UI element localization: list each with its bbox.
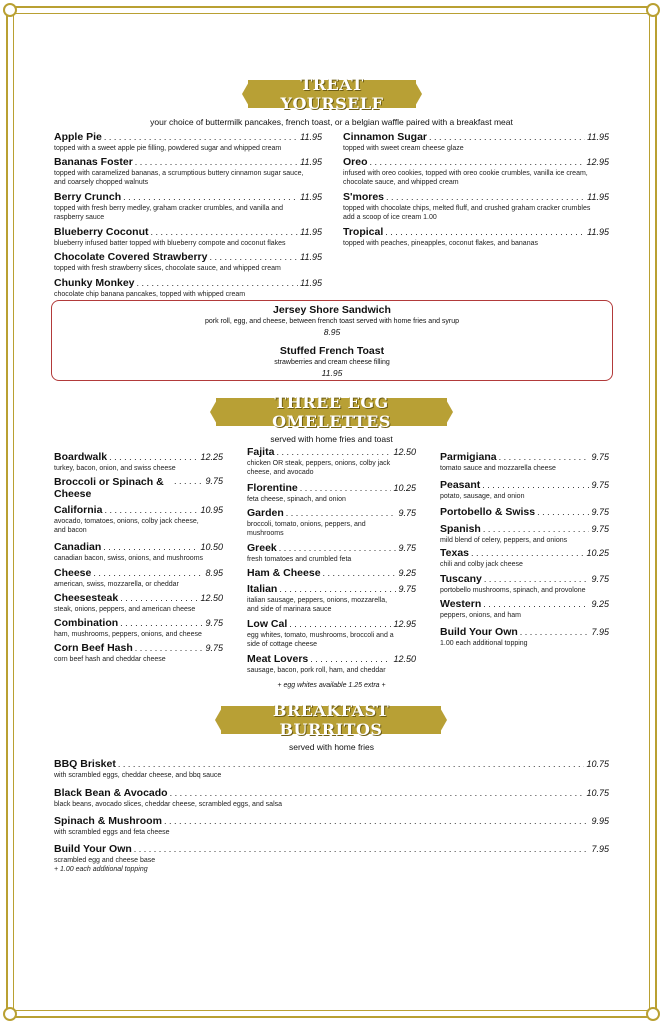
item-price: 8.95 xyxy=(205,568,223,578)
item-price: 9.75 xyxy=(591,574,609,584)
item-description: 1.00 each additional topping xyxy=(440,640,528,647)
item-name: Ham & Cheese xyxy=(247,567,321,579)
item-name: Italian xyxy=(247,583,278,595)
item-name: Broccoli or Spinach & Cheese xyxy=(54,476,164,500)
item-description: with scrambled eggs and feta cheese xyxy=(54,829,170,836)
item-description: topped with fresh berry medley, graham cracker crumbles, and vanilla and raspberry sauce xyxy=(54,205,284,221)
item-price: 11.95 xyxy=(300,227,322,237)
item-name: Florentine xyxy=(247,482,298,494)
item-price: 12.25 xyxy=(200,452,223,462)
item-name: Peasant xyxy=(440,479,481,491)
item-price: 11.95 xyxy=(300,278,322,288)
item-name: Texas xyxy=(440,547,469,559)
omelettes-banner: THREE EGG OMELETTES xyxy=(216,398,447,426)
item-name: Combination xyxy=(54,617,119,629)
menu-item xyxy=(440,547,609,569)
item-price: 11.95 xyxy=(300,252,322,262)
burritos-subtitle: served with home fries xyxy=(288,742,375,752)
item-price: 9.75 xyxy=(205,643,223,653)
item-price: 10.75 xyxy=(586,759,609,769)
item-name: Corn Beef Hash xyxy=(54,642,133,654)
item-description: infused with oreo cookies, topped with oreo cookie crumbles, vanilla ice cream, chocolate sauce, and whipped cream xyxy=(343,170,588,186)
item-name: Chunky Monkey xyxy=(54,277,135,289)
item-description: feta cheese, spinach, and onion xyxy=(247,496,346,503)
item-name: Garden xyxy=(247,507,284,519)
menu-item xyxy=(247,482,416,504)
item-price: 7.95 xyxy=(591,844,609,854)
item-name: Western xyxy=(440,598,482,610)
menu-item xyxy=(54,451,223,473)
item-name: Black Bean & Avocado xyxy=(54,787,168,799)
menu-item xyxy=(247,653,416,675)
menu-item xyxy=(54,251,322,273)
menu-item xyxy=(440,451,609,473)
egg-whites-note: + egg whites available 1.25 extra + xyxy=(277,682,386,689)
item-description: topped with a sweet apple pie filling, powdered sugar and whipped cream xyxy=(54,145,282,152)
menu-item xyxy=(247,507,416,538)
item-description: peppers, onions, and ham xyxy=(440,612,521,619)
item-description: american, swiss, mozzarella, or cheddar xyxy=(54,581,179,588)
corner-ornament xyxy=(3,1007,17,1021)
menu-item xyxy=(54,567,223,589)
item-name: Cheese xyxy=(54,567,92,579)
item-price: 9.95 xyxy=(591,816,609,826)
item-name: S'mores xyxy=(343,191,385,203)
item-name: Spanish xyxy=(440,523,481,535)
menu-item xyxy=(54,592,223,614)
item-name: Bananas Foster xyxy=(54,156,133,168)
item-price: 11.95 xyxy=(587,132,609,142)
item-name: Portobello & Swiss xyxy=(440,506,536,518)
special-item xyxy=(51,345,613,378)
menu-item xyxy=(54,226,322,248)
item-description: potato, sausage, and onion xyxy=(440,493,525,500)
burritos-banner: BREAKFAST BURRITOS xyxy=(221,706,441,734)
treat-subtitle: your choice of buttermilk pancakes, french toast, or a belgian waffle paired with a breakfast meat xyxy=(150,117,513,127)
special-price: 11.95 xyxy=(321,368,343,378)
item-description: egg whites, tomato, mushrooms, broccoli and a side of cottage cheese xyxy=(247,632,394,648)
item-name: BBQ Brisket xyxy=(54,758,116,770)
menu-item xyxy=(343,156,609,187)
corner-ornament xyxy=(646,3,660,17)
menu-item xyxy=(54,541,223,563)
item-price: 9.75 xyxy=(398,584,416,594)
item-description: topped with peaches, pineapples, coconut flakes, and bananas xyxy=(343,240,538,247)
item-name: Fajita xyxy=(247,446,275,458)
item-price: 7.95 xyxy=(591,627,609,637)
item-price: 12.95 xyxy=(393,619,416,629)
corner-ornament xyxy=(3,3,17,17)
menu-item xyxy=(54,758,609,780)
item-name: Berry Crunch xyxy=(54,191,122,203)
menu-item xyxy=(54,617,223,639)
item-description: with scrambled eggs, cheddar cheese, and bbq sauce xyxy=(54,772,222,779)
menu-item xyxy=(54,131,322,153)
menu-item xyxy=(54,787,609,809)
item-name: Oreo xyxy=(343,156,368,168)
item-price: 10.25 xyxy=(586,548,609,558)
item-name: Boardwalk xyxy=(54,451,108,463)
item-description: sausage, bacon, pork roll, ham, and cheddar xyxy=(247,667,386,674)
item-description: mild blend of celery, peppers, and onions xyxy=(440,537,568,544)
item-name: Meat Lovers xyxy=(247,653,309,665)
item-description: tomato sauce and mozzarella cheese xyxy=(440,465,556,472)
menu-item xyxy=(54,642,223,664)
item-description: topped with caramelized bananas, a scrumptious buttery cinnamon sugar sauce, and coarsely chopped walnuts xyxy=(54,170,304,186)
menu-item xyxy=(54,815,609,837)
menu-item xyxy=(247,446,416,477)
item-name: Cinnamon Sugar xyxy=(343,131,428,143)
item-price: 9.75 xyxy=(398,543,416,553)
special-name: Stuffed French Toast xyxy=(279,345,385,357)
item-price: 12.50 xyxy=(200,593,223,603)
item-description: canadian bacon, swiss, onions, and mushrooms xyxy=(54,555,204,562)
item-price: 9.25 xyxy=(591,599,609,609)
item-name: Apple Pie xyxy=(54,131,102,143)
item-name: Tuscany xyxy=(440,573,482,585)
menu-item xyxy=(54,156,322,187)
menu-item xyxy=(440,523,609,545)
item-description: chicken OR steak, peppers, onions, colby jack cheese, and avocado xyxy=(247,460,391,476)
menu-item xyxy=(247,583,416,614)
menu-item xyxy=(54,504,223,535)
corner-ornament xyxy=(646,1007,660,1021)
menu-item xyxy=(54,191,322,222)
special-description: pork roll, egg, and cheese, between french toast served with home fries and syrup xyxy=(204,318,460,325)
menu-item xyxy=(440,573,609,595)
item-description: broccoli, tomato, onions, peppers, and mushrooms xyxy=(247,521,366,537)
item-price: 9.25 xyxy=(398,568,416,578)
item-description: avocado, tomatoes, onions, colby jack cheese, and bacon xyxy=(54,518,199,534)
item-price: 9.75 xyxy=(398,508,416,518)
item-description: chili and colby jack cheese xyxy=(440,561,523,568)
item-name: Build Your Own xyxy=(440,626,518,638)
item-name: California xyxy=(54,504,103,516)
item-price: 12.50 xyxy=(393,654,416,664)
menu-item xyxy=(440,598,609,620)
item-price: 11.95 xyxy=(587,227,609,237)
item-price: 9.75 xyxy=(591,507,609,517)
menu-item xyxy=(440,479,609,501)
item-description: fresh tomatoes and crumbled feta xyxy=(247,556,352,563)
item-name: Tropical xyxy=(343,226,384,238)
item-description: steak, onions, peppers, and american cheese xyxy=(54,606,196,613)
item-price: 12.95 xyxy=(586,157,609,167)
special-price: 8.95 xyxy=(323,327,341,337)
item-name: Chocolate Covered Strawberry xyxy=(54,251,208,263)
menu-item xyxy=(440,506,609,518)
item-price: 10.50 xyxy=(200,542,223,552)
treat-yourself-banner: TREAT YOURSELF xyxy=(248,80,416,108)
item-description: portobello mushrooms, spinach, and provolone xyxy=(440,587,586,594)
item-name: Low Cal xyxy=(247,618,288,630)
special-item xyxy=(51,304,613,337)
menu-item xyxy=(54,277,322,299)
item-price: 9.75 xyxy=(205,618,223,628)
item-price: 11.95 xyxy=(300,192,322,202)
item-price: 10.25 xyxy=(393,483,416,493)
item-description: black beans, avocado slices, cheddar cheese, scrambled eggs, and salsa xyxy=(54,801,283,808)
item-description: topped with fresh strawberry slices, chocolate sauce, and whipped cream xyxy=(54,265,281,272)
item-name: Build Your Own xyxy=(54,843,132,855)
item-description: blueberry infused batter topped with blueberry compote and coconut flakes xyxy=(54,240,286,247)
menu-item xyxy=(343,131,609,153)
item-price: 10.95 xyxy=(200,505,223,515)
menu-item xyxy=(247,567,416,579)
item-price: 9.75 xyxy=(591,452,609,462)
item-description: italian sausage, peppers, onions, mozzarella, and side of marinara sauce xyxy=(247,597,388,613)
item-name: Greek xyxy=(247,542,277,554)
special-name: Jersey Shore Sandwich xyxy=(273,304,391,316)
menu-item xyxy=(343,226,609,248)
special-description: strawberries and cream cheese filling xyxy=(274,359,390,366)
menu-item xyxy=(440,626,609,648)
item-description: corn beef hash and cheddar cheese xyxy=(54,656,166,663)
item-description: topped with chocolate chips, melted fluff, and crushed graham cracker crumbles add a scoop of ice cream 1.00 xyxy=(343,205,591,221)
item-price: 10.75 xyxy=(586,788,609,798)
item-name: Blueberry Coconut xyxy=(54,226,149,238)
menu-item xyxy=(54,843,609,874)
extra-topping-note: + 1.00 each additional topping xyxy=(54,866,148,873)
menu-item xyxy=(54,476,223,500)
item-description: scrambled egg and cheese base xyxy=(54,857,156,864)
item-description: turkey, bacon, onion, and swiss cheese xyxy=(54,465,176,472)
item-name: Spinach & Mushroom xyxy=(54,815,162,827)
item-name: Canadian xyxy=(54,541,102,553)
item-price: 9.75 xyxy=(591,524,609,534)
item-description: chocolate chip banana pancakes, topped with whipped cream xyxy=(54,291,246,298)
item-description: ham, mushrooms, peppers, onions, and cheese xyxy=(54,631,202,638)
item-price: 9.75 xyxy=(205,476,223,486)
item-price: 12.50 xyxy=(393,447,416,457)
item-price: 11.95 xyxy=(300,157,322,167)
item-name: Cheesesteak xyxy=(54,592,119,604)
menu-item xyxy=(343,191,609,222)
menu-item xyxy=(247,542,416,564)
item-price: 11.95 xyxy=(587,192,609,202)
item-description: topped with sweet cream cheese glaze xyxy=(343,145,464,152)
item-price: 11.95 xyxy=(300,132,322,142)
omelettes-subtitle: served with home fries and toast xyxy=(270,434,393,444)
item-name: Parmigiana xyxy=(440,451,497,463)
menu-item xyxy=(247,618,416,649)
item-price: 9.75 xyxy=(591,480,609,490)
